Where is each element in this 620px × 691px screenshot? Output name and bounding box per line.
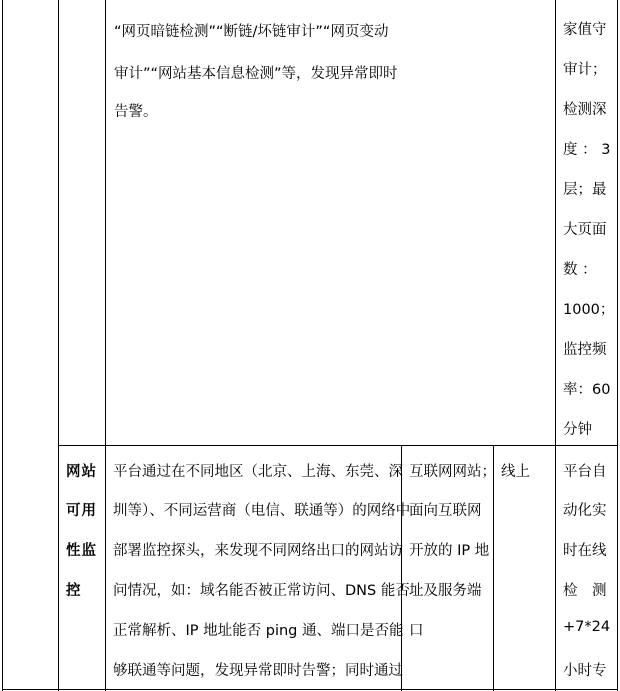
row2-object-line: 开放的 IP 地 (409, 543, 490, 559)
table-border-left (2, 0, 3, 691)
row1-remarks-line: 监控频 (563, 342, 607, 358)
row2-content-line: 圳等）、不同运营商（电信、联通等）的网络中 (113, 503, 411, 519)
table-border-right (617, 0, 618, 691)
row1-content-line: “网页暗链检测”“断链/坏链审计”“网页变动 (114, 24, 389, 40)
row2-content-line: 部署监控探头，来发现不同网络出口的网站访 (113, 543, 403, 559)
row2-remarks-line: 平台自 (563, 464, 607, 480)
row2-content-line: 平台通过在不同地区（北京、上海、东莞、深 (113, 464, 403, 480)
row1-remarks-line: 大页面 (563, 222, 607, 238)
table-border-bottom (2, 689, 618, 690)
col-divider-4 (493, 446, 494, 691)
row1-content-line: 告警。 (114, 104, 158, 120)
row1-remarks-line: 审计； (563, 62, 607, 78)
row1-remarks-line: 数 ： (563, 262, 597, 278)
row1-remarks-line: 家值守 (563, 22, 607, 38)
row1-remarks-line: 度 ： 3 (563, 142, 611, 158)
row-divider (58, 445, 618, 446)
row1-remarks-line: 1000； (563, 302, 615, 318)
col-divider-3 (401, 446, 402, 691)
row2-remarks-line: 时在线 (563, 543, 607, 559)
row1-content-line: 审计”“网站基本信息检测”等，发现异常即时 (114, 66, 398, 82)
row1-remarks-line: 分钟 (563, 422, 592, 438)
row2-remarks-line: 小时专 (563, 663, 607, 679)
row2-content-line: 问情况，如：域名能否被正常访问、DNS 能否 (113, 583, 410, 599)
col-divider-1 (58, 0, 59, 691)
row1-remarks-line: 率：60 (563, 382, 611, 398)
row2-content-line: 够联通等问题，发现异常即时告警；同时通过 (113, 663, 403, 679)
col-divider-5 (555, 0, 556, 691)
row2-name-line: 网站 (66, 464, 97, 480)
row2-object-line: 址及服务端 (409, 583, 482, 599)
col-divider-2 (105, 0, 106, 691)
row2-content-line: 正常解析、IP 地址能否 ping 通、端口是否能 (113, 623, 404, 639)
row2-name-line: 可用 (66, 503, 97, 519)
row2-remarks-line: 动化实 (563, 503, 607, 519)
row2-name-line: 性监 (66, 543, 97, 559)
row1-remarks-line: 层；最 (563, 182, 607, 198)
row2-remarks-line: 检 测 (563, 583, 607, 599)
row2-mode-text: 线上 (501, 464, 530, 480)
row2-object-line: 互联网网站； (409, 464, 496, 480)
row2-object-line: 口 (409, 623, 424, 639)
row2-object-line: 面向互联网 (409, 503, 482, 519)
row2-remarks-line: +7*24 (563, 619, 611, 635)
row1-remarks-line: 检测深 (563, 102, 607, 118)
row2-name-line: 控 (66, 583, 82, 599)
